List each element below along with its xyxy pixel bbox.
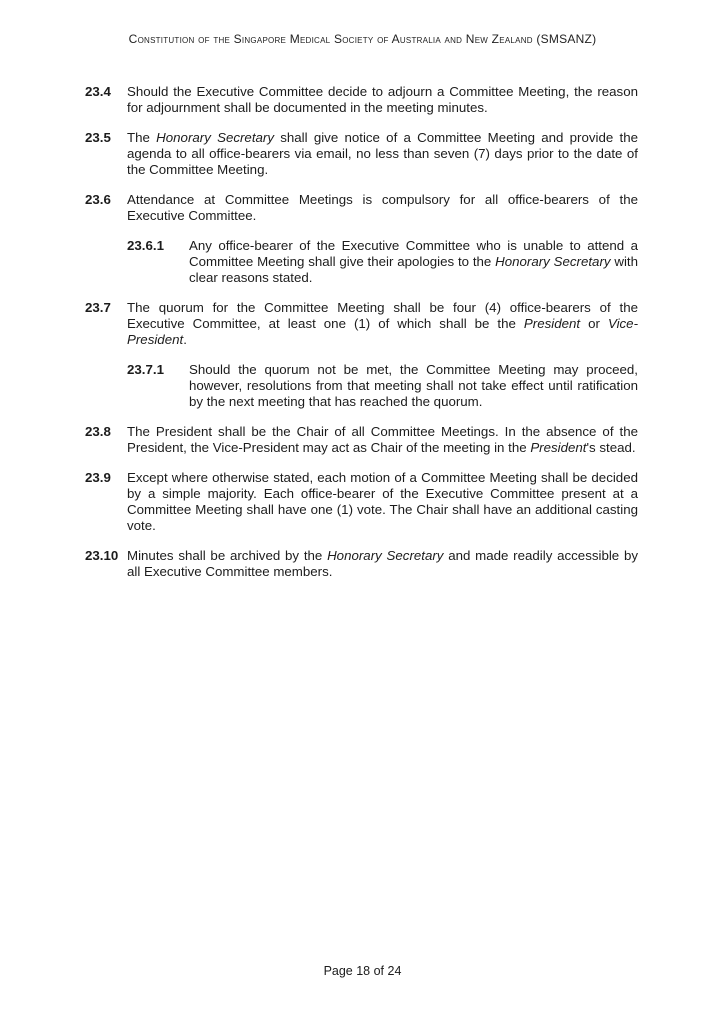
clause-text-italic-term: Honorary Secretary bbox=[495, 254, 611, 269]
clause-row bbox=[85, 84, 638, 116]
clause-row bbox=[85, 130, 638, 178]
clause-text bbox=[127, 130, 638, 178]
clause-number: 23.4 bbox=[85, 84, 111, 99]
clause-text-segment: The quorum for the Committee Meeting shall be four (4) office-bearers of the Executive Committee, at least one (1) of which shall be the bbox=[127, 300, 638, 331]
clause-number: 23.10 bbox=[85, 548, 119, 563]
subclause-row bbox=[85, 362, 638, 410]
clause-text-segment: shall give notice of a Committee Meeting and provide the agenda to all office-bearers via email, no less than seven (7) days prior to the date of the Committee Meeting. bbox=[127, 130, 638, 177]
clause-text-segment: The bbox=[127, 130, 157, 145]
clause-row bbox=[85, 424, 638, 456]
clause-text-segment: Should the Executive Committee decide to adjourn a Committee Meeting, the reason for adjournment shall be documented in the meeting minutes. bbox=[127, 84, 638, 115]
subclause-row bbox=[85, 238, 638, 286]
clause-text-italic-term: Vice- President bbox=[127, 316, 638, 347]
clause-list bbox=[85, 84, 638, 594]
clause-text-italic-term: Honorary Secretary bbox=[156, 130, 274, 145]
clause-row bbox=[85, 192, 638, 224]
clause-text-segment: Except where otherwise stated, each motion of a Committee Meeting shall be decided by a simple majority. Each office-bearer of the Executive Committee present at a Committee Meeting shall have one (1) vote. The Chair shall have an additional casting vote. bbox=[127, 470, 638, 533]
clause-text bbox=[127, 300, 638, 348]
clause-number: 23.6 bbox=[85, 192, 111, 207]
clause-number: 23.5 bbox=[85, 130, 111, 145]
clause-text-segment: Any office-bearer of the Executive Committee who is unable to attend a Committee Meeting shall give their apologies to the bbox=[189, 238, 638, 269]
clause-text-segment: or bbox=[580, 316, 608, 331]
clause-text bbox=[127, 192, 638, 224]
clause-number: 23.8 bbox=[85, 424, 111, 439]
clause-text-segment: with clear reasons stated. bbox=[189, 254, 638, 285]
clause-text bbox=[127, 84, 638, 116]
clause-row bbox=[85, 300, 638, 348]
page-number-footer: Page 18 of 24 bbox=[323, 964, 402, 978]
clause-text-italic-term: Honorary Secretary bbox=[327, 548, 444, 563]
clause-number: 23.6.1 bbox=[127, 238, 164, 253]
clause-number: 23.7 bbox=[85, 300, 111, 315]
clause-text-segment: and made readily accessible by all Executive Committee members. bbox=[127, 548, 638, 579]
clause-text-segment: . bbox=[183, 332, 187, 347]
clause-text bbox=[189, 362, 638, 410]
document-header-title: Constitution of the Singapore Medical Society of Australia and New Zealand (SMSANZ) bbox=[128, 32, 597, 46]
clause-text bbox=[127, 424, 638, 456]
clause-text-segment: Should the quorum not be met, the Committee Meeting may proceed, however, resolutions from that meeting shall not take effect until ratification by the next meeting that has reached the quorum. bbox=[189, 362, 638, 409]
clause-text-segment: 's stead. bbox=[586, 440, 636, 455]
clause-text-segment: The President shall be the Chair of all Committee Meetings. In the absence of the President, the Vice-President may act as Chair of the meeting in the bbox=[127, 424, 638, 455]
clause-row bbox=[85, 548, 638, 580]
clause-text bbox=[127, 470, 638, 534]
clause-text-segment: Attendance at Committee Meetings is compulsory for all office-bearers of the Executive Committee. bbox=[127, 192, 638, 223]
clause-text-italic-term: President bbox=[530, 440, 587, 455]
clause-text-segment: Minutes shall be archived by the bbox=[127, 548, 328, 563]
clause-number: 23.7.1 bbox=[127, 362, 164, 377]
clause-number: 23.9 bbox=[85, 470, 111, 485]
clause-row bbox=[85, 470, 638, 534]
clause-text bbox=[127, 548, 638, 580]
clause-text-italic-term: President bbox=[523, 316, 581, 331]
clause-text bbox=[189, 238, 638, 286]
